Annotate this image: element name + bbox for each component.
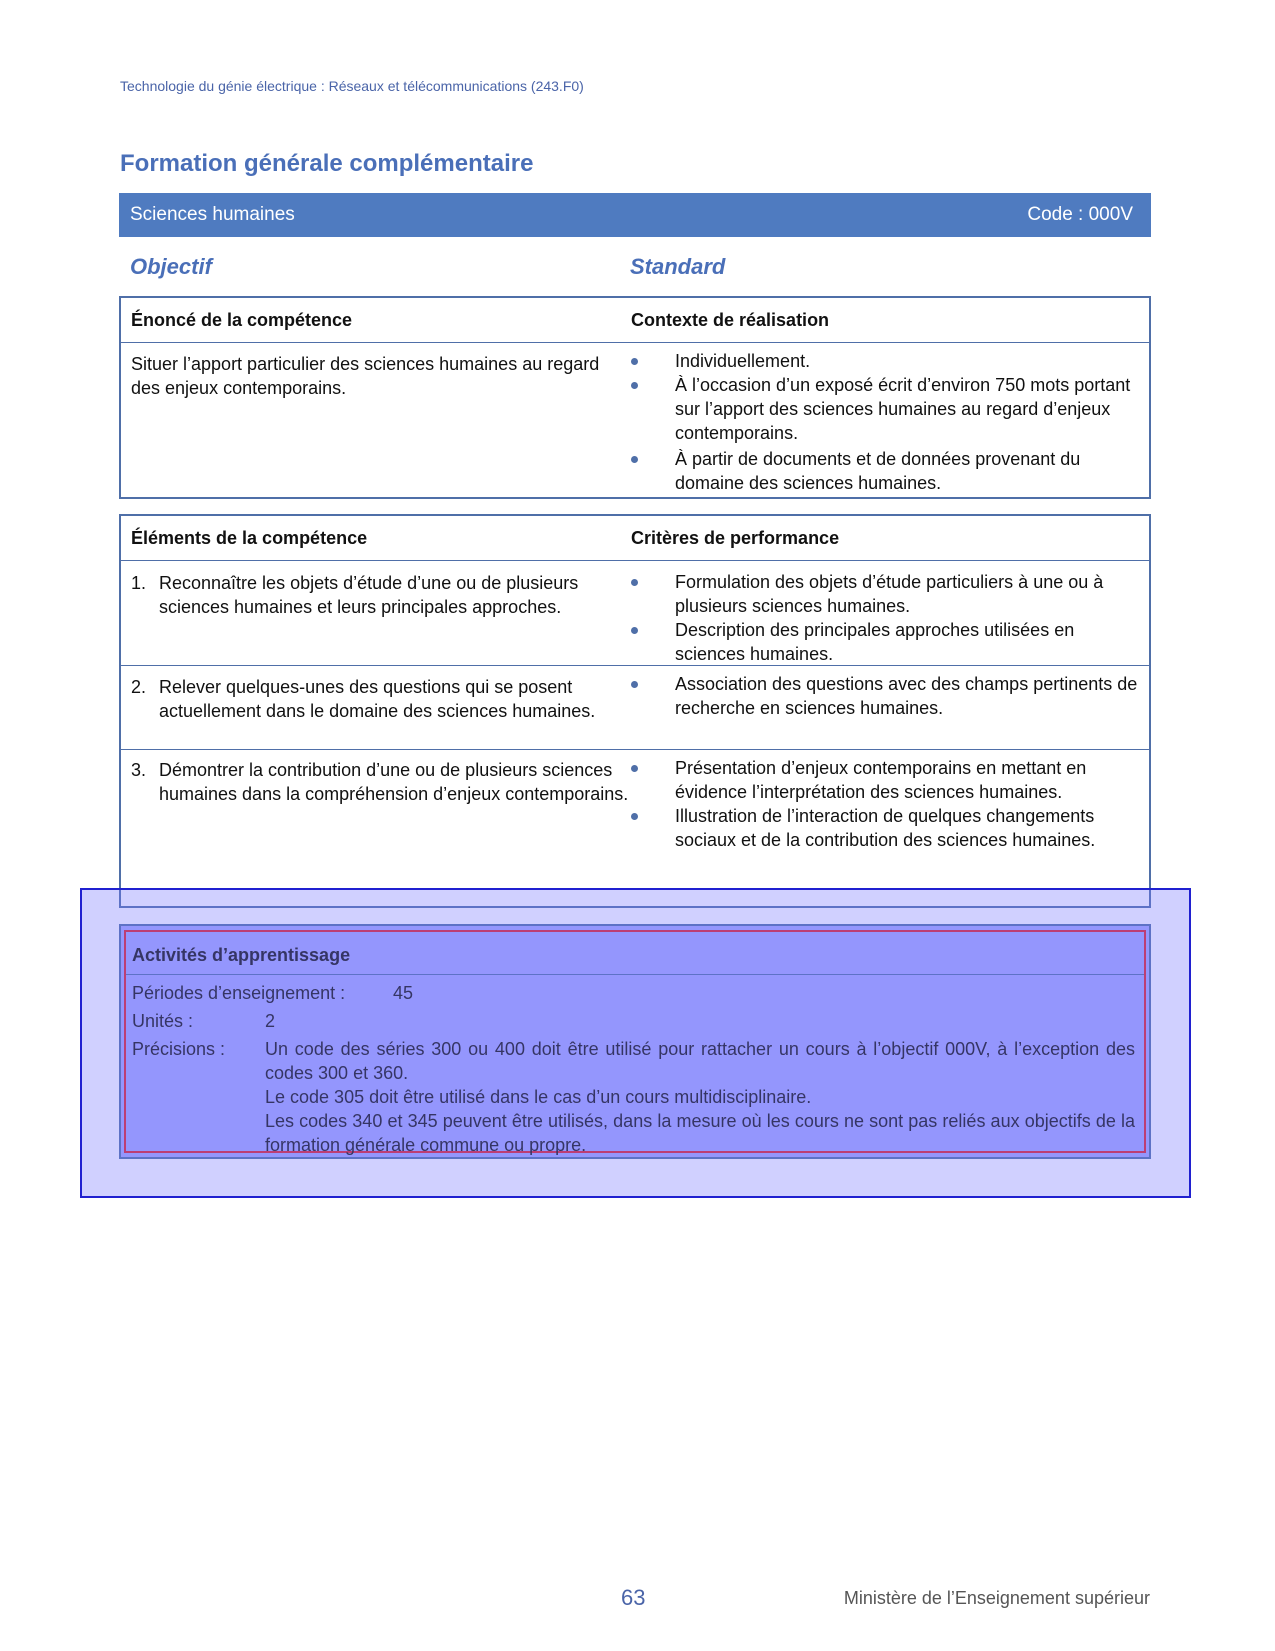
- element-text: [131, 758, 639, 806]
- precisions-label: Précisions :: [132, 1039, 226, 1059]
- element-row: [121, 749, 1149, 900]
- page-number: 63: [621, 1585, 646, 1610]
- element-number: 2.: [131, 677, 147, 697]
- enonce-box: [119, 296, 1151, 499]
- list-item: Formulation des objets d’étude particuliers à une ou à plusieurs sciences humaines.: [631, 570, 1141, 618]
- competence-statement: Situer l’apport particulier des sciences humaines au regard des enjeux contemporains.: [131, 354, 600, 398]
- selection-highlight: [80, 888, 1191, 1198]
- element-row: [121, 561, 1149, 665]
- unites-value: 2: [265, 1011, 276, 1031]
- list-item: À partir de documents et de données provenant du domaine des sciences humaines.: [631, 447, 1141, 495]
- periodes-value: 45: [393, 983, 414, 1003]
- element-number: 1.: [131, 573, 147, 593]
- criteria-list: [631, 672, 1141, 720]
- course-name: Sciences humaines: [130, 204, 295, 225]
- elements-left-header: Éléments de la compétence: [131, 528, 368, 548]
- list-item: Association des questions avec des champs pertinents de recherche en sciences humaines.: [631, 672, 1141, 720]
- course-bar: [119, 193, 1151, 237]
- enonce-header: [121, 298, 1149, 343]
- unites-label: Unités :: [132, 1011, 194, 1031]
- element-row: [121, 665, 1149, 749]
- precision-line: Le code 305 doit être utilisé dans le cas d’un cours multidisciplinaire.: [265, 1087, 812, 1107]
- list-item: Individuellement.: [631, 349, 1141, 373]
- standard-heading: Standard: [630, 254, 726, 279]
- enonce-right-header: Contexte de réalisation: [631, 310, 830, 330]
- element-text: [131, 571, 639, 619]
- element-text: [131, 675, 639, 723]
- activites-title: Activités d’apprentissage: [132, 945, 351, 965]
- list-item: Description des principales approches utilisées en sciences humaines.: [631, 618, 1141, 666]
- elements-box: [119, 514, 1151, 908]
- criteria-list: [631, 756, 1141, 852]
- section-title: Formation générale complémentaire: [120, 150, 534, 177]
- list-item: Présentation d’enjeux contemporains en mettant en évidence l’interprétation des sciences humaines.: [631, 756, 1141, 804]
- footer-ministry: Ministère de l’Enseignement supérieur: [843, 1588, 1150, 1608]
- elements-right-header: Critères de performance: [631, 528, 840, 548]
- objectif-heading: Objectif: [130, 254, 212, 279]
- precision-line: Un code des séries 300 ou 400 doit être utilisé pour rattacher un cours à l’objectif 000V, à l’exception des codes 300 et 360.: [265, 1039, 1135, 1083]
- element-label: Relever quelques-unes des questions qui se posent actuellement dans le domaine des sciences humaines.: [159, 677, 596, 721]
- element-number: 3.: [131, 760, 147, 780]
- elements-header: [121, 516, 1149, 561]
- enonce-row: [121, 343, 1149, 493]
- element-label: Démontrer la contribution d’une ou de plusieurs sciences humaines dans la compréhension d’enjeux contemporains.: [159, 760, 629, 804]
- contexte-list: [631, 349, 1141, 495]
- list-item: À l’occasion d’un exposé écrit d’environ 750 mots portant sur l’apport des sciences humaines au regard d’enjeux contemporains.: [631, 373, 1141, 445]
- course-code: Code : 000V: [1027, 204, 1133, 225]
- element-label: Reconnaître les objets d’étude d’une ou de plusieurs sciences humaines et leurs principales approches.: [159, 573, 579, 617]
- enonce-left-header: Énoncé de la compétence: [131, 310, 353, 330]
- precision-line: Les codes 340 et 345 peuvent être utilisés, dans la mesure où les cours ne sont pas reliés aux objectifs de la formation générale commune ou propre.: [265, 1111, 1135, 1155]
- criteria-list: [631, 570, 1141, 666]
- running-head: Technologie du génie électrique : Réseaux et télécommunications (243.F0): [120, 78, 584, 94]
- periodes-label: Périodes d’enseignement :: [132, 983, 346, 1003]
- list-item: Illustration de l’interaction de quelques changements sociaux et de la contribution des sciences humaines.: [631, 804, 1141, 852]
